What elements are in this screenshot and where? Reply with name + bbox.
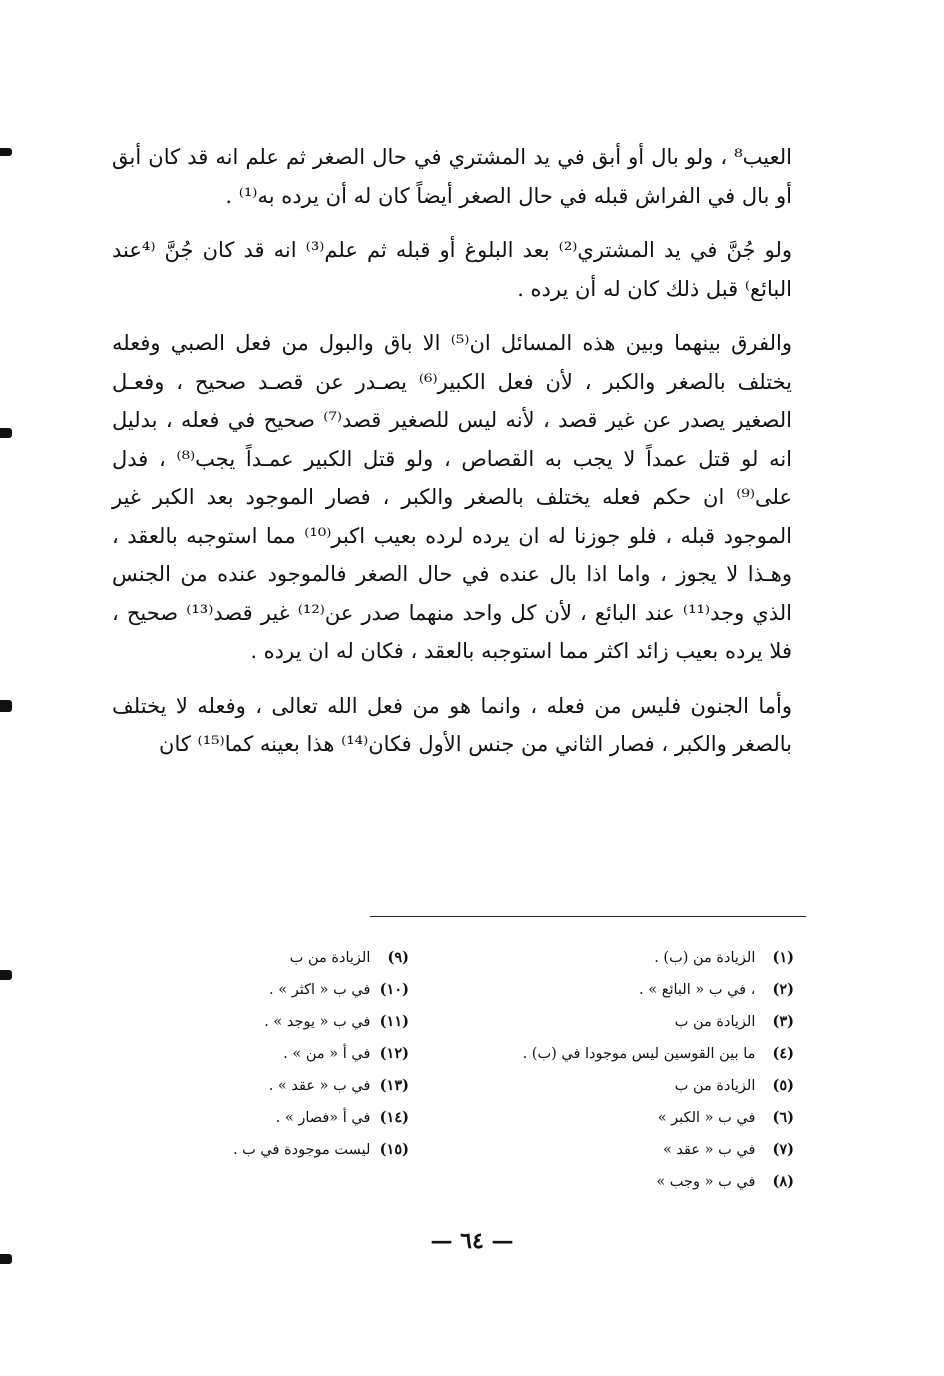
footnote-number: (٤) — [772, 1045, 794, 1062]
footnote — [464, 1006, 794, 1038]
footnote-number: (١١) — [379, 1013, 409, 1030]
footnote-number: (٣) — [772, 1013, 794, 1030]
footnote-text: في ب « اكثر » . — [269, 982, 371, 998]
footnote-text: ليست موجودة في ب . — [232, 1142, 371, 1158]
footnote — [149, 1006, 409, 1038]
footnote — [149, 1102, 409, 1134]
footnote-number: (١) — [772, 949, 794, 966]
footnote-number: (٥) — [772, 1077, 794, 1094]
footnote — [464, 1166, 794, 1198]
footnote — [149, 1134, 409, 1166]
footnote-text: في ب « عقد » — [662, 1142, 756, 1158]
footnote — [464, 942, 794, 974]
footnote-text: الزيادة من ب — [674, 1078, 756, 1094]
paragraph: ولو جُنَّ في يد المشتري⁽²⁾ بعد البلوغ أو قبله ثم علم⁽³⁾ انه قد كان جُنَّ ⁽⁴عند البائع⁾ قبل ذلك كان له أن يرده . — [112, 238, 792, 301]
footnotes-right-column — [464, 942, 794, 1198]
binding-edge-mark — [0, 1254, 12, 1264]
footnote-text: في ب « عقد » . — [268, 1078, 371, 1094]
footnote-number: (٨) — [772, 1173, 794, 1190]
footnote-text: في ب « الكبر » — [657, 1110, 756, 1126]
paragraph: والفرق بينهما وبين هذه المسائل ان⁽⁵⁾ الا باق والبول من فعل الصبي وفعله يختلف بالصغر والكبر ، لأن فعل الكبير⁽⁶⁾ يصـدر عن قصـد صحيح ، وفعـل الصغير يصدر عن غير قصد ، لأنه ليس للصغير قصد⁽⁷⁾ صحيح في فعله ، بدليل انه لو قتل عمداً لا يجب به القصاص ، ولو قتل الكبير عمـداً يجب⁽⁸⁾ ، فدل على⁽⁹⁾ ان حكم فعله يختلف بالصغر والكبر ، فصار الموجود بعد الكبر غير الموجود قبله ، فلو جوزنا له ان يرده لرده بعيب اكبر⁽¹⁰⁾ مما استوجبه بالعقد ، وهـذا لا يجوز ، واما اذا بال عنده في حال الصغر فالموجود عنده من الجنس الذي وجد⁽¹¹⁾ عند البائع ، لأن كل واحد منهما صدر عن⁽¹²⁾ غير قصد⁽¹³⁾ صحيح ، فلا يرده بعيب زائد اكثر مما استوجبه بالعقد ، فكان له ان يرده . — [112, 331, 793, 663]
paragraph: العيب⁸ ، ولو بال أو أبق في يد المشتري في حال الصغر ثم علم انه قد كان أبق أو بال في الفراش قبله في حال الصغر أيضاً كان له أن يرده به⁽¹⁾ . — [112, 145, 792, 208]
binding-edge-mark — [0, 700, 12, 712]
footnote — [149, 1070, 409, 1102]
footnotes-left-column — [149, 942, 409, 1166]
footnote-text: في أ « من » . — [283, 1046, 371, 1062]
footnote-text: ، في ب « البائع » . — [639, 982, 756, 998]
footnote-number: (١٥) — [379, 1141, 409, 1158]
binding-edge-mark — [0, 970, 12, 980]
footnote-number: (٦) — [772, 1109, 794, 1126]
footnote-text: في ب « وجب » — [656, 1174, 756, 1190]
footnote — [464, 1134, 794, 1166]
footnote-number: (٩) — [387, 949, 409, 966]
footnote-number: (١٢) — [379, 1045, 409, 1062]
footnote — [149, 942, 409, 974]
footnote-text: الزيادة من ب — [289, 950, 371, 966]
footnote-separator — [370, 916, 806, 917]
main-text — [112, 138, 792, 780]
footnote-text: الزيادة من (ب) . — [654, 950, 756, 966]
footnote — [464, 1102, 794, 1134]
paragraph: وأما الجنون فليس من فعله ، وانما هو من فعل الله تعالى ، وفعله لا يختلف بالصغر والكبر ، فصار الثاني من جنس الأول فكان⁽¹⁴⁾ هذا بعينه كما⁽¹⁵⁾ كان — [112, 693, 792, 756]
footnote — [149, 974, 409, 1006]
footnote — [464, 974, 794, 1006]
footnote-text: في ب « يوجد » . — [264, 1014, 371, 1030]
footnote-number: (١٠) — [379, 981, 409, 998]
footnote-number: (١٣) — [379, 1077, 409, 1094]
binding-edge-mark — [0, 428, 12, 438]
footnote — [149, 1038, 409, 1070]
binding-edge-mark — [0, 148, 12, 156]
footnote-text: في أ «فصار » . — [275, 1110, 371, 1126]
footnote — [464, 1038, 794, 1070]
footnote-text: الزيادة من ب — [674, 1014, 756, 1030]
footnote-number: (٧) — [772, 1141, 794, 1158]
footnote-number: (٢) — [772, 981, 794, 998]
footnote-text: ما بين القوسين ليس موجودا في (ب) . — [522, 1046, 756, 1062]
footnote-number: (١٤) — [379, 1109, 409, 1126]
page-number: — ٦٤ — — [430, 1228, 514, 1254]
footnote — [464, 1070, 794, 1102]
